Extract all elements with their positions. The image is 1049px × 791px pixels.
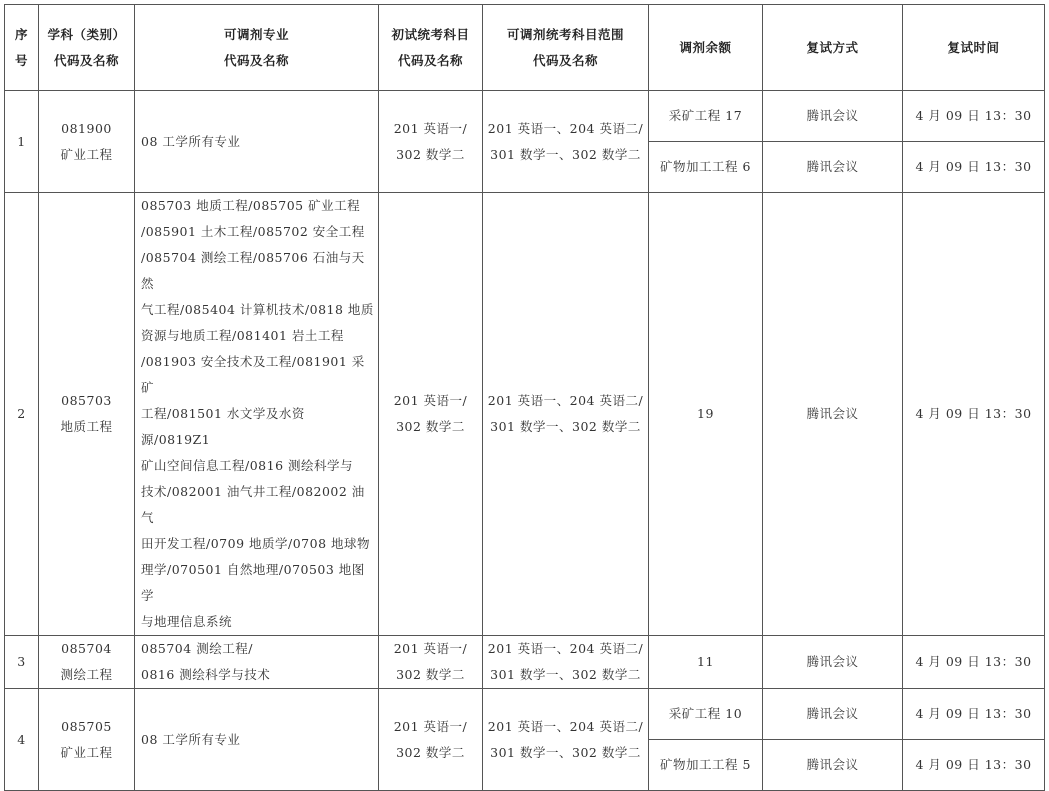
method-cell: 腾讯会议 [763,636,903,689]
header-no: 序 号 [5,5,39,91]
exam-cell: 201 英语一/ 302 数学二 [379,689,483,791]
method-cell: 腾讯会议 [763,740,903,791]
method-cell: 腾讯会议 [763,91,903,142]
method-cell: 腾讯会议 [763,193,903,636]
balance-cell: 采矿工程 17 [649,91,763,142]
header-time: 复试时间 [903,5,1045,91]
time-cell: 4 月 09 日 13：30 [903,91,1045,142]
row-number: 3 [5,636,39,689]
header-method: 复试方式 [763,5,903,91]
header-range: 可调剂统考科目范围 代码及名称 [483,5,649,91]
exam-cell: 201 英语一/ 302 数学二 [379,193,483,636]
table-row [5,636,1045,689]
time-cell: 4 月 09 日 13：30 [903,142,1045,193]
table-row [5,91,1045,142]
balance-cell: 11 [649,636,763,689]
exam-cell: 201 英语一/ 302 数学二 [379,636,483,689]
method-cell: 腾讯会议 [763,689,903,740]
row-number: 1 [5,91,39,193]
table-row [5,193,1045,636]
row-number: 2 [5,193,39,636]
balance-cell: 采矿工程 10 [649,689,763,740]
header-balance: 调剂余额 [649,5,763,91]
table-row [5,689,1045,740]
majors-cell: 085703 地质工程/085705 矿业工程 /085901 土木工程/085702 安全工程 /085704 测绘工程/085706 石油与天然 气工程/085404 计算机技术/0818 地质 资源与地质工程/081401 岩土工程 /081903 安全技术及工程/081901 采矿 工程/081501 水文学及水资源/0819Z1 矿山空间信息工程/0816 测绘科学与 技术/082001 油气井工程/082002 油气 田开发工程/0709 地质学/0708 地球物 理学/070501 自然地理/070503 地图学 与地理信息系统 [135,193,379,636]
time-cell: 4 月 09 日 13：30 [903,193,1045,636]
time-cell: 4 月 09 日 13：30 [903,636,1045,689]
majors-cell: 085704 测绘工程/ 0816 测绘科学与技术 [135,636,379,689]
balance-cell: 矿物加工工程 5 [649,740,763,791]
discipline-cell: 085703 地质工程 [39,193,135,636]
header-exam: 初试统考科目 代码及名称 [379,5,483,91]
discipline-cell: 081900 矿业工程 [39,91,135,193]
time-cell: 4 月 09 日 13：30 [903,689,1045,740]
discipline-cell: 085704 测绘工程 [39,636,135,689]
majors-cell: 08 工学所有专业 [135,91,379,193]
row-number: 4 [5,689,39,791]
header-row [5,5,1045,91]
majors-cell: 08 工学所有专业 [135,689,379,791]
header-majors: 可调剂专业 代码及名称 [135,5,379,91]
discipline-cell: 085705 矿业工程 [39,689,135,791]
time-cell: 4 月 09 日 13：30 [903,740,1045,791]
method-cell: 腾讯会议 [763,142,903,193]
balance-cell: 矿物加工工程 6 [649,142,763,193]
exam-cell: 201 英语一/ 302 数学二 [379,91,483,193]
header-discipline: 学科（类别） 代码及名称 [39,5,135,91]
range-cell: 201 英语一、204 英语二/ 301 数学一、302 数学二 [483,636,649,689]
range-cell: 201 英语一、204 英语二/ 301 数学一、302 数学二 [483,193,649,636]
range-cell: 201 英语一、204 英语二/ 301 数学一、302 数学二 [483,689,649,791]
range-cell: 201 英语一、204 英语二/ 301 数学一、302 数学二 [483,91,649,193]
balance-cell: 19 [649,193,763,636]
